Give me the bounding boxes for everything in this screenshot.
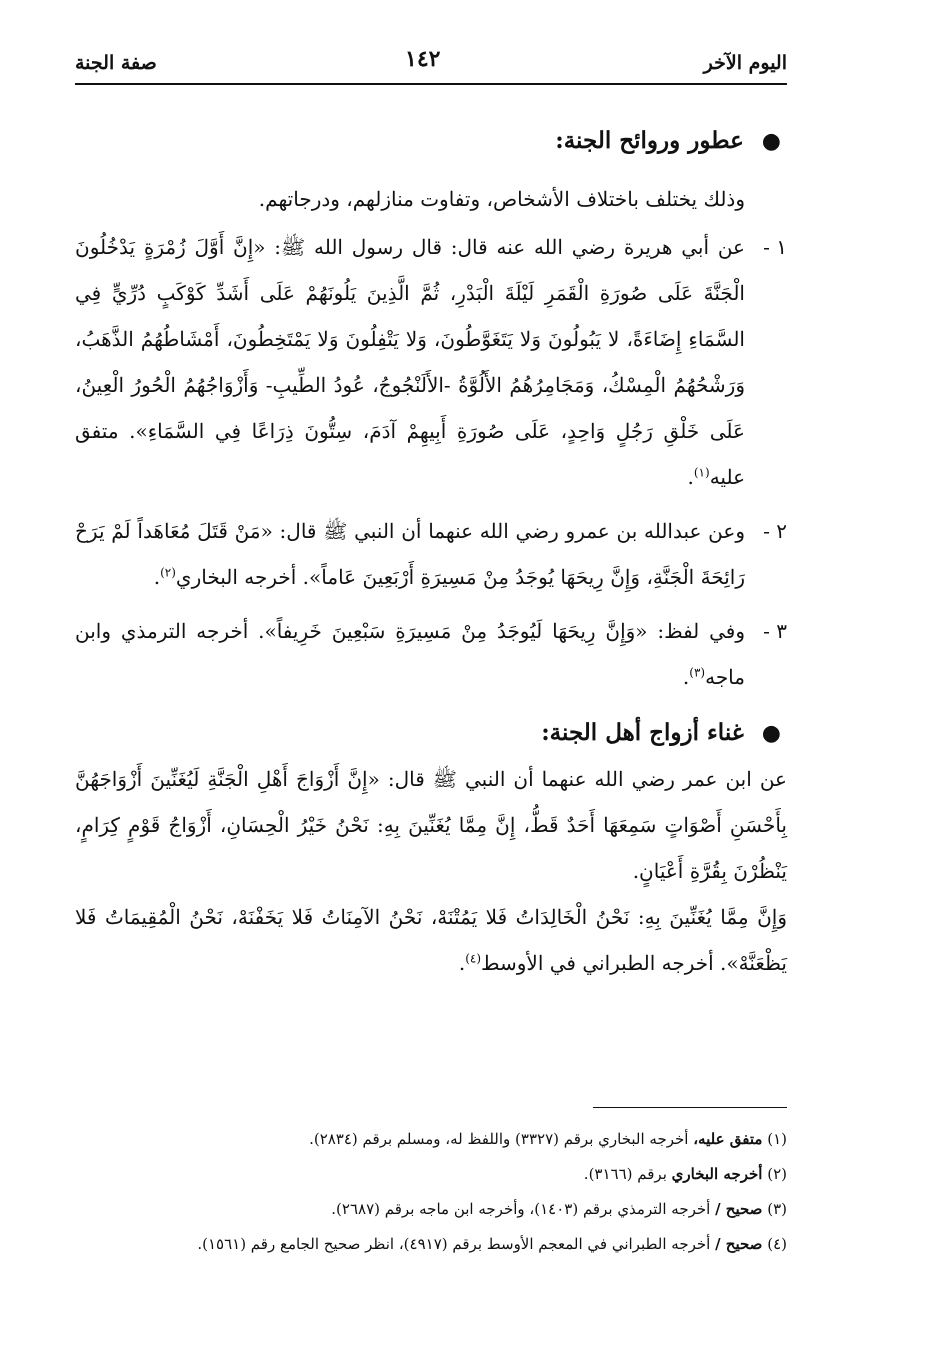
section-intro: وذلك يختلف باختلاف الأشخاص، وتفاوت منازلهم، ودرجاتهم.: [258, 187, 745, 211]
footnote-number: (٣): [767, 1200, 787, 1218]
section-heading-singing: [75, 710, 787, 756]
footnote-number: (١): [767, 1130, 787, 1148]
hadith-text: عن أبي هريرة رضي الله عنه قال: قال رسول الله ﷺ: «إِنَّ أَوَّلَ زُمْرَةٍ يَدْخُلُونَ الْجَنَّةَ عَلَى صُورَةِ الْقَمَرِ لَيْلَةَ الْبَدْرِ، ثُمَّ الَّذِينَ يَلُونَهُمْ عَلَى أَشَدِّ كَوْكَبٍ دُرِّيٍّ فِي السَّمَاءِ إِضَاءَةً، لا يَبُولُونَ وَلا يَتَغَوَّطُونَ، وَلا يَتْفِلُونَ وَلا يَمْتَخِطُونَ، أَمْشَاطُهُمُ الذَّهَبُ، وَرَشْحُهُمُ الْمِسْكُ، وَمَجَامِرُهُمُ الأَلُوَّةُ -الأَلَنْجُوجُ، عُودُ الطِّيبِ- وَأَزْوَاجُهُمُ الْحُورُ الْعِينُ، عَلَى خَلْقِ رَجُلٍ وَاحِدٍ، عَلَى صُورَةِ أَبِيهِمْ آدَمَ، سِتُّونَ ذِرَاعًا فِي السَّمَاءِ». متفق عليه: [75, 235, 745, 489]
footnote-lead: أخرجه البخاري: [671, 1165, 763, 1183]
bullet-icon: ●: [761, 720, 781, 746]
section-heading-perfumes: [75, 118, 787, 176]
footnote-ref: (٣): [689, 665, 706, 680]
hadith-item-1: ١ - عن أبي هريرة رضي الله عنه قال: قال رسول الله ﷺ: «إِنَّ أَوَّلَ زُمْرَةٍ يَدْخُلُونَ الْجَنَّةَ عَلَى صُورَةِ الْقَمَرِ لَيْلَةَ الْبَدْرِ، ثُمَّ الَّذِينَ يَلُونَهُمْ عَلَى أَشَدِّ كَوْكَبٍ دُرِّيٍّ فِي السَّمَاءِ إِضَاءَةً، لا يَبُولُونَ وَلا يَتَغَوَّطُونَ، وَلا يَتْفِلُونَ وَلا يَمْتَخِطُونَ، أَمْشَاطُهُمُ الذَّهَبُ، وَرَشْحُهُمُ الْمِسْكُ، وَمَجَامِرُهُمُ الأَلُوَّةُ -الأَلَنْجُوجُ، عُودُ الطِّيبِ- وَأَزْوَاجُهُمُ الْحُورُ الْعِينُ، عَلَى خَلْقِ رَجُلٍ وَاحِدٍ، عَلَى صُورَةِ أَبِيهِمْ آدَمَ، سِتُّونَ ذِرَاعًا فِي السَّمَاءِ». متفق عليه$^{(١)}$.: [75, 224, 787, 500]
footnote-text: أخرجه الطبراني في المعجم الأوسط برقم (٤٩١٧)، انظر صحيح الجامع رقم (١٥٦١).: [197, 1235, 711, 1253]
section-heading-text: عطور وروائح الجنة:: [555, 127, 744, 154]
footnote-2: [75, 1157, 787, 1192]
footnote-3: [75, 1192, 787, 1227]
section-heading-text: غناء أزواج أهل الجنة:: [541, 719, 744, 746]
hadith-paragraph-2: وَإِنَّ مِمَّا يُغَنِّينَ بِهِ: نَحْنُ الْخَالِدَاتُ فَلا يَمُتْنَهْ، نَحْنُ الآمِنَاتُ فَلا يَخَفْنَهْ، نَحْنُ الْمُقِيمَاتُ فَلا يَظْعَنَّهْ». أخرجه الطبراني في الأوسط$^{(٤)}$.: [75, 905, 787, 975]
hadith-text: وَإِنَّ مِمَّا يُغَنِّينَ بِهِ: نَحْنُ الْخَالِدَاتُ فَلا يَمُتْنَهْ، نَحْنُ الآمِنَاتُ فَلا يَخَفْنَهْ، نَحْنُ الْمُقِيمَاتُ فَلا يَظْعَنَّهْ». أخرجه الطبراني في الأوسط: [75, 905, 787, 975]
hadith-paragraph-1: عن ابن عمر رضي الله عنهما أن النبي ﷺ قال: «إِنَّ أَزْوَاجَ أَهْلِ الْجَنَّةِ لَيُغَنِّينَ أَزْوَاجَهُنَّ بِأَحْسَنِ أَصْوَاتٍ سَمِعَهَا أَحَدٌ قَطُّ، إِنَّ مِمَّا يُغَنِّينَ بِهِ: نَحْنُ خَيْرُ الْحِسَانِ، أَزْوَاجُ قَوْمٍ كِرَامٍ، يَنْظُرْنَ بِقُرَّةِ أَعْيَانٍ.: [75, 767, 787, 883]
footnote-ref: (١): [693, 465, 710, 480]
footnote-ref: (٤): [465, 951, 482, 966]
footnote-text: برقم (٣١٦٦).: [583, 1165, 667, 1183]
hadith-item-2: ٢ - وعن عبدالله بن عمرو رضي الله عنهما أن النبي ﷺ قال: «مَنْ قَتَلَ مُعَاهَداً لَمْ يَرَحْ رَائِحَةَ الْجَنَّةِ، وَإِنَّ رِيحَهَا يُوجَدُ مِنْ مَسِيرَةِ أَرْبَعِينَ عَاماً». أخرجه البخاري$^{(٢)}$.: [75, 508, 787, 600]
hadith-item-3: ٣ - وفي لفظ: «وَإِنَّ رِيحَهَا لَيُوجَدُ مِنْ مَسِيرَةِ سَبْعِينَ خَرِيفاً». أخرجه الترمذي وابن ماجه$^{(٣)}$.: [75, 608, 787, 700]
footnote-4: [75, 1227, 787, 1262]
running-header: [75, 44, 787, 84]
main-text: [75, 118, 787, 986]
hadith-text: وعن عبدالله بن عمرو رضي الله عنهما أن النبي ﷺ قال: «مَنْ قَتَلَ مُعَاهَداً لَمْ يَرَحْ رَائِحَةَ الْجَنَّةِ، وَإِنَّ رِيحَهَا يُوجَدُ مِنْ مَسِيرَةِ أَرْبَعِينَ عَاماً». أخرجه البخاري: [75, 519, 745, 589]
footnotes: [75, 1122, 787, 1262]
bullet-icon: ●: [761, 128, 781, 154]
footnote-lead: صحيح /: [715, 1235, 763, 1253]
footnote-1: [75, 1122, 787, 1157]
page-number: ١٤٢: [405, 46, 441, 72]
chapter-title: صفة الجنة: [75, 52, 157, 74]
footnote-lead: متفق عليه،: [693, 1130, 763, 1148]
item-number: ٣ -: [763, 619, 787, 643]
book-title: اليوم الآخر: [703, 52, 787, 74]
footnote-text: أخرجه البخاري برقم (٣٣٢٧) واللفظ له، ومسلم برقم (٢٨٣٤).: [309, 1130, 689, 1148]
item-number: ٢ -: [763, 519, 787, 543]
hadith-text: وفي لفظ: «وَإِنَّ رِيحَهَا لَيُوجَدُ مِنْ مَسِيرَةِ سَبْعِينَ خَرِيفاً». أخرجه الترمذي وابن ماجه: [75, 619, 745, 689]
footnote-divider: [593, 1107, 787, 1108]
footnote-number: (٢): [767, 1165, 787, 1183]
footnote-number: (٤): [767, 1235, 787, 1253]
footnote-text: أخرجه الترمذي برقم (١٤٠٣)، وأخرجه ابن ماجه برقم (٢٦٨٧).: [331, 1200, 711, 1218]
item-number: ١ -: [763, 235, 787, 259]
footnote-ref: (٢): [160, 565, 176, 580]
header-divider: [75, 83, 787, 85]
footnote-lead: صحيح /: [715, 1200, 763, 1218]
